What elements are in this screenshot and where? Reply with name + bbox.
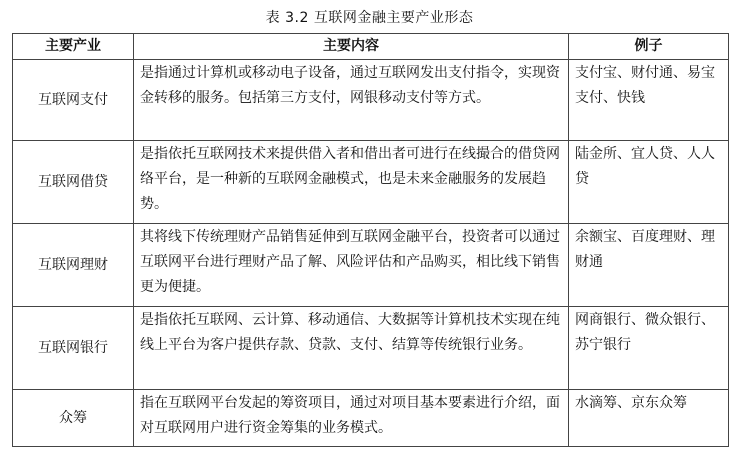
examples-cell: 网商银行、微众银行、苏宁银行 (569, 307, 729, 390)
industry-cell: 互联网银行 (13, 307, 134, 390)
content-cell: 是指依托互联网技术来提供借入者和借出者可进行在线撮合的借贷网络平台，是一种新的互联网金融模式，也是未来金融服务的发展趋势。 (134, 141, 569, 224)
content-cell: 是指通过计算机或移动电子设备，通过互联网发出支付指令，实现资金转移的服务。包括第三方支付，网银移动支付等方式。 (134, 60, 569, 141)
examples-cell: 水滴筹、京东众筹 (569, 390, 729, 447)
industry-cell: 互联网支付 (13, 60, 134, 141)
table-row (13, 390, 729, 447)
header-row (13, 34, 729, 60)
table-row (13, 60, 729, 141)
industry-cell: 互联网理财 (13, 224, 134, 307)
examples-cell: 支付宝、财付通、易宝支付、快钱 (569, 60, 729, 141)
table-row (13, 224, 729, 307)
table-row (13, 141, 729, 224)
industry-cell: 互联网借贷 (13, 141, 134, 224)
content-cell: 是指依托互联网、云计算、移动通信、大数据等计算机技术实现在纯线上平台为客户提供存款、贷款、支付、结算等传统银行业务。 (134, 307, 569, 390)
header-examples: 例子 (569, 34, 729, 60)
examples-cell: 陆金所、宜人贷、人人贷 (569, 141, 729, 224)
industry-cell: 众筹 (13, 390, 134, 447)
content-cell: 其将线下传统理财产品销售延伸到互联网金融平台，投资者可以通过互联网平台进行理财产品了解、风险评估和产品购买，相比线下销售更为便捷。 (134, 224, 569, 307)
header-industry: 主要产业 (13, 34, 134, 60)
header-content: 主要内容 (134, 34, 569, 60)
industry-table (12, 33, 729, 447)
table-row (13, 307, 729, 390)
content-cell: 指在互联网平台发起的筹资项目，通过对项目基本要素进行介绍，面对互联网用户进行资金筹集的业务模式。 (134, 390, 569, 447)
table-caption: 表 3.2 互联网金融主要产业形态 (265, 10, 474, 26)
examples-cell: 余额宝、百度理财、理财通 (569, 224, 729, 307)
